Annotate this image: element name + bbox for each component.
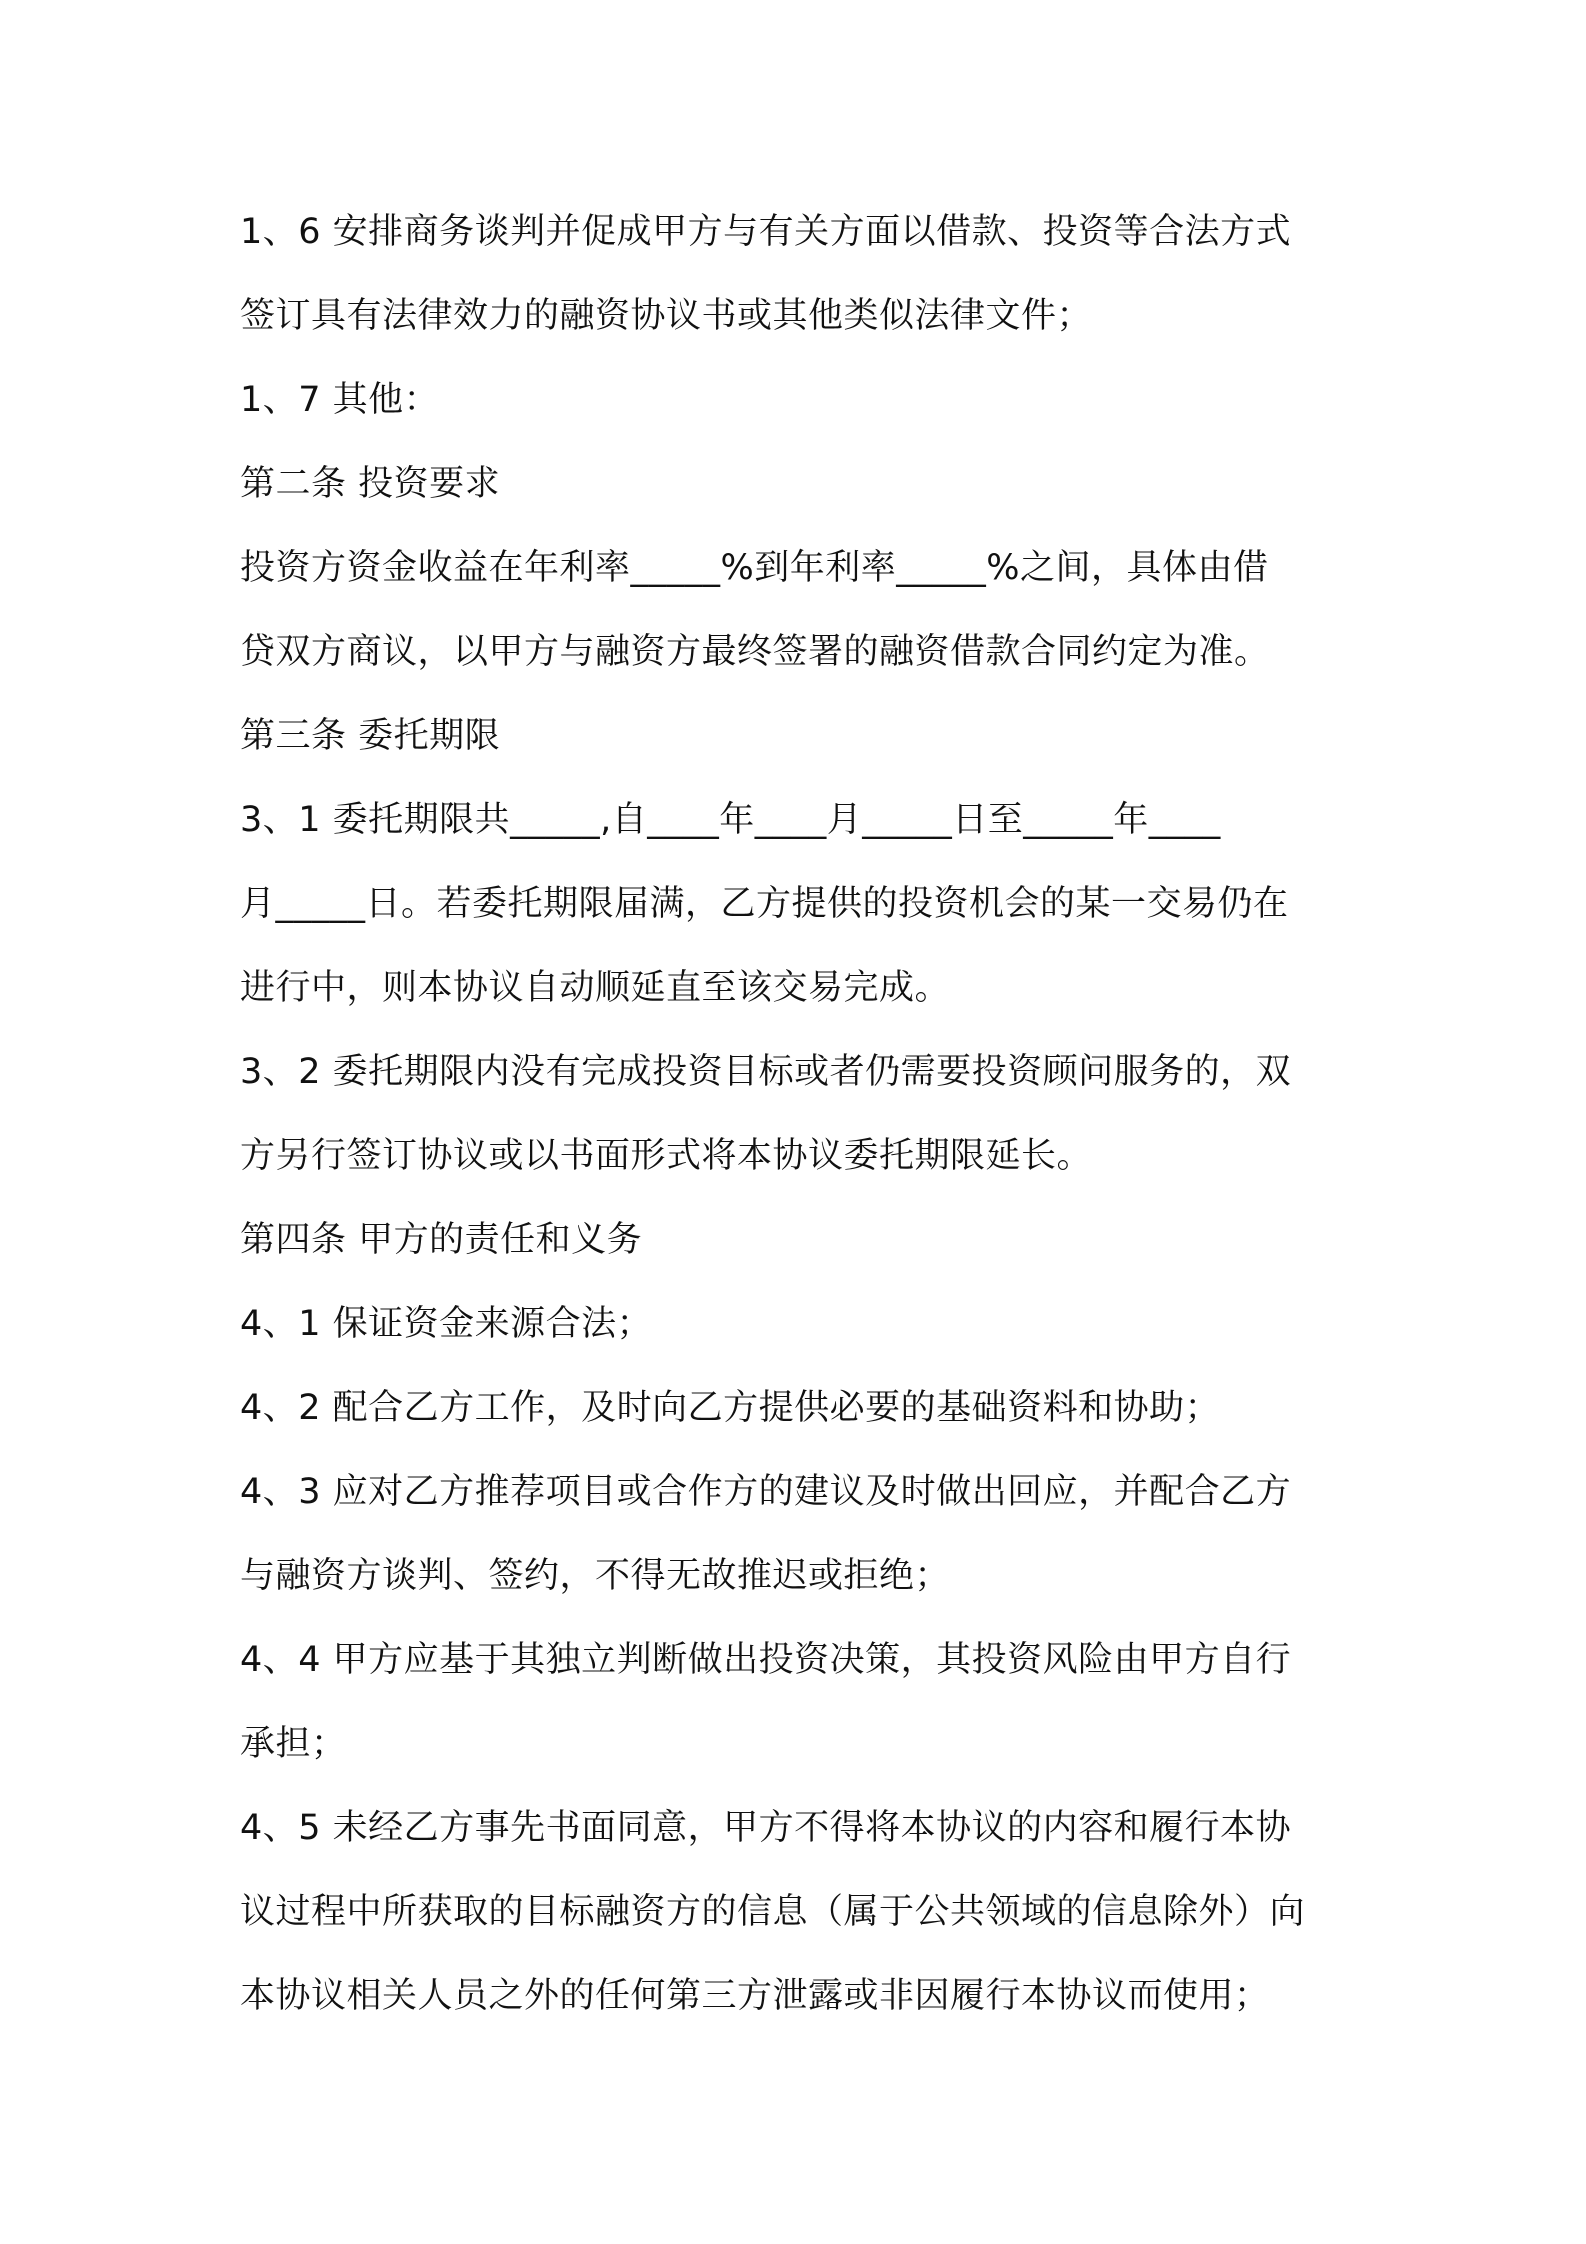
clause-4-3-line-2: 与融资方谈判、签约，不得无故推迟或拒绝； [240, 1556, 951, 1596]
article-2-heading: 第二条 投资要求 [240, 464, 501, 504]
document-body [240, 190, 1350, 2038]
clause-3-1-line-3: 进行中，则本协议自动顺延直至该交易完成。 [240, 968, 951, 1008]
article-3-heading: 第三条 委托期限 [240, 716, 501, 756]
article-2-text-line-1: 投资方资金收益在年利率_____%到年利率_____%之间，具体由借 [240, 548, 1269, 588]
clause-1-7: 1、7 其他： [240, 380, 440, 420]
clause-3-1-line-2: 月_____日。若委托期限届满，乙方提供的投资机会的某一交易仍在 [240, 884, 1289, 924]
clause-4-5-line-3: 本协议相关人员之外的任何第三方泄露或非因履行本协议而使用； [240, 1976, 1270, 2016]
clause-3-2-line-2: 方另行签订协议或以书面形式将本协议委托期限延长。 [240, 1136, 1093, 1176]
clause-1-6-line-1: 1、6 安排商务谈判并促成甲方与有关方面以借款、投资等合法方式 [240, 212, 1292, 252]
clause-4-4-line-2: 承担； [240, 1724, 347, 1764]
article-4-heading: 第四条 甲方的责任和义务 [240, 1220, 643, 1260]
clause-1-6-line-2: 签订具有法律效力的融资协议书或其他类似法律文件； [240, 296, 1093, 336]
clause-4-3-line-1: 4、3 应对乙方推荐项目或合作方的建议及时做出回应，并配合乙方 [240, 1472, 1292, 1512]
clause-3-1-line-1: 3、1 委托期限共_____,自____年____月_____日至_____年____ [240, 800, 1221, 840]
clause-4-5-line-1: 4、5 未经乙方事先书面同意，甲方不得将本协议的内容和履行本协 [240, 1808, 1292, 1848]
clause-4-4-line-1: 4、4 甲方应基于其独立判断做出投资决策，其投资风险由甲方自行 [240, 1640, 1292, 1680]
clause-4-5-line-2: 议过程中所获取的目标融资方的信息（属于公共领域的信息除外）向 [240, 1892, 1306, 1932]
clause-3-2-line-1: 3、2 委托期限内没有完成投资目标或者仍需要投资顾问服务的，双 [240, 1052, 1292, 1092]
clause-4-2: 4、2 配合乙方工作，及时向乙方提供必要的基础资料和协助； [240, 1388, 1221, 1428]
clause-4-1: 4、1 保证资金来源合法； [240, 1304, 653, 1344]
article-2-text-line-2: 贷双方商议，以甲方与融资方最终签署的融资借款合同约定为准。 [240, 632, 1270, 672]
